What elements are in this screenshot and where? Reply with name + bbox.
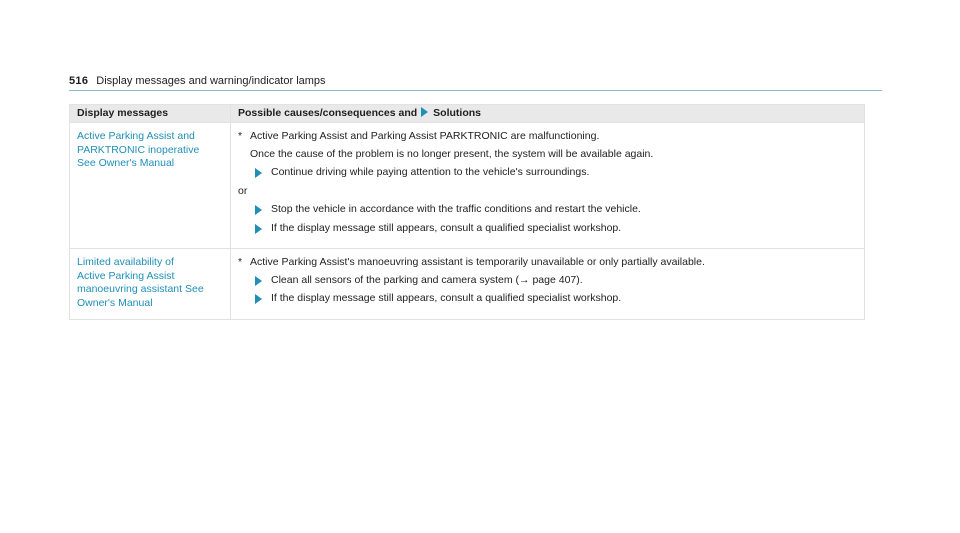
solution-text: Continue driving while paying attention to the vehicle's surroundings. — [271, 166, 590, 178]
header-causes-label: Possible causes/consequences and — [238, 106, 418, 119]
display-message-line: Active Parking Assist — [77, 269, 175, 282]
solution-text: Stop the vehicle in accordance with the traffic conditions and restart the vehicle. — [271, 203, 641, 215]
asterisk-marker: * — [238, 256, 243, 268]
causes-solutions-cell — [231, 123, 865, 249]
column-header-causes-solutions — [231, 105, 865, 123]
play-arrow-icon — [421, 107, 428, 117]
display-message-line: Owner's Manual — [77, 296, 153, 309]
display-message-line: See Owner's Manual — [77, 157, 175, 169]
solution-text: If the display message still appears, consult a qualified specialist workshop. — [271, 292, 622, 304]
solution-step — [238, 274, 857, 288]
display-message-line: Active Parking Assist and — [77, 130, 195, 142]
cause-text: Active Parking Assist and Parking Assist PARKTRONIC are malfunctioning. — [250, 130, 600, 142]
cause-note: Once the cause of the problem is no longer present, the system will be available again. — [250, 147, 654, 160]
solution-step — [238, 222, 857, 236]
display-message-cell — [70, 123, 231, 249]
play-arrow-icon — [255, 294, 262, 304]
display-message-line: Limited availability of — [77, 256, 174, 268]
page-title: Display messages and warning/indicator lamps — [96, 75, 326, 87]
cause-entry — [238, 256, 857, 270]
solution-step — [238, 292, 857, 306]
header-solutions-label: Solutions — [433, 106, 482, 119]
asterisk-marker: * — [238, 130, 243, 142]
or-separator: or — [238, 184, 248, 197]
solution-text: Clean all sensors of the parking and camera system (→ page 407). — [271, 273, 583, 286]
page-header — [69, 74, 882, 91]
display-message-cell — [70, 249, 231, 320]
table-row — [70, 249, 865, 320]
solution-step — [238, 203, 857, 217]
solution-step — [238, 166, 857, 180]
display-messages-table — [69, 104, 865, 320]
table-row — [70, 123, 865, 249]
display-message-line: PARKTRONIC inoperative — [77, 143, 200, 156]
cause-text: Active Parking Assist's manoeuvring assistant is temporarily unavailable or only partially available. — [250, 256, 705, 268]
play-arrow-icon — [255, 168, 262, 178]
display-message-line: manoeuvring assistant See — [77, 283, 204, 295]
play-arrow-icon — [255, 205, 262, 215]
solution-text: If the display message still appears, consult a qualified specialist workshop. — [271, 221, 622, 234]
cause-entry — [238, 130, 857, 144]
causes-solutions-cell — [231, 249, 865, 320]
table-header-row — [70, 105, 865, 123]
page-number: 516 — [69, 75, 89, 87]
play-arrow-icon — [255, 224, 262, 234]
column-header-display-messages: Display messages — [70, 105, 231, 123]
play-arrow-icon — [255, 276, 262, 286]
